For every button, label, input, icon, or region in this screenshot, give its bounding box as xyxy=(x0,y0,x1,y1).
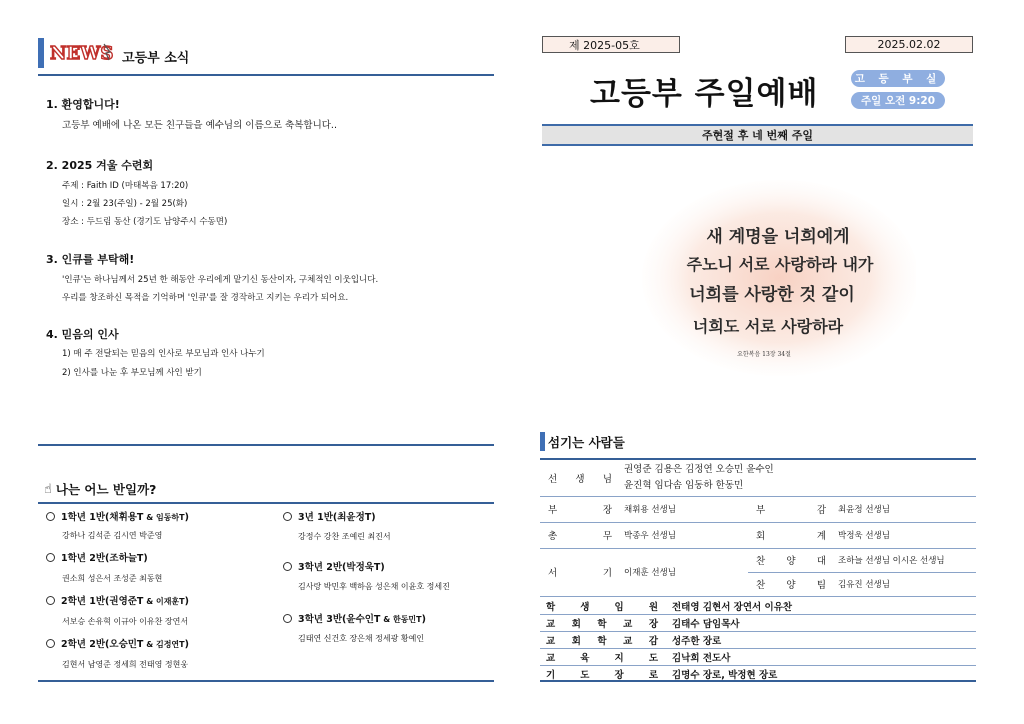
serve-accent-bar xyxy=(540,432,545,451)
page-title: 고등부 주일예배 xyxy=(590,76,819,112)
class-item: 1학년 1반(채휘용T & 임동하T) xyxy=(46,509,189,523)
teachers-line: 윤진혁 임다솜 임동하 한동민 xyxy=(624,479,744,491)
teachers-label: 선 생 님 xyxy=(540,460,620,496)
time-badge: 주일 오전 9:20 xyxy=(851,92,945,109)
radio-circle-icon xyxy=(283,614,292,623)
staff-row: 교 육 지 도 김낙희 전도사 xyxy=(540,649,976,666)
section-text: 2) 인사를 나눈 후 부모님께 사인 받기 xyxy=(62,368,202,378)
section-heading-retreat: 2. 2025 겨울 수련회 xyxy=(46,159,154,172)
issue-date: 2025.02.02 xyxy=(845,36,973,53)
news-logo-text: NEWS xyxy=(50,43,114,64)
pointing-hand-icon: ☝ xyxy=(44,481,52,497)
class-item: 2학년 1반(권영준T & 이재훈T) xyxy=(46,593,189,607)
verse-illustration xyxy=(640,180,916,380)
news-accent-bar xyxy=(38,38,44,68)
class-item: 1학년 2반(조하늘T) xyxy=(46,550,148,564)
class-students: 서보승 손유혁 이규아 이유찬 장연서 xyxy=(62,617,189,626)
radio-circle-icon xyxy=(46,596,55,605)
radio-circle-icon xyxy=(46,512,55,521)
serve-table xyxy=(540,460,976,597)
table-row xyxy=(540,460,976,496)
divider xyxy=(38,444,494,446)
class-item: 3학년 3반(윤수인T & 한동민T) xyxy=(283,611,426,625)
table-row: 찬 양 팀 김유진 선생님 xyxy=(540,572,976,596)
staff-row: 기 도 장 로 김명수 장로, 박정현 장로 xyxy=(546,669,778,681)
class-students: 김현서 남영준 정세희 전태영 정현웅 xyxy=(62,660,189,669)
retreat-place: 장소 : 두드림 동산 (경기도 남양주시 수동면) xyxy=(62,217,228,227)
section-heading-greeting: 4. 믿음의 인사 xyxy=(46,328,119,341)
verse-line: 너희를 사랑한 것 같이 xyxy=(689,285,855,305)
news-title: 고등부 소식 xyxy=(122,51,190,66)
section-heading-incubator: 3. 인큐를 부탁해! xyxy=(46,253,135,266)
staff-row: 학 생 임 원 전태영 김현서 장연서 이유찬 xyxy=(540,598,976,615)
class-item: 3년 1반(최윤정T) xyxy=(283,509,376,523)
divider xyxy=(540,680,976,682)
section-text: 1) 매 주 전달되는 믿음의 인사로 부모님과 인사 나누기 xyxy=(62,349,265,359)
place-badge: 고 등 부 실 xyxy=(851,70,945,87)
class-item: 3학년 2반(박정욱T) xyxy=(283,559,385,573)
class-students: 권소희 성은서 조성준 최동현 xyxy=(62,574,163,583)
news-logo xyxy=(48,40,114,64)
section-text: 고등부 예배에 나온 모든 친구들을 예수님의 이름으로 축복합니다.. xyxy=(62,120,337,131)
radio-circle-icon xyxy=(283,512,292,521)
radio-circle-icon xyxy=(283,562,292,571)
teachers-line: 권영준 김용은 김정연 오승민 윤수인 xyxy=(624,463,774,475)
section-text: '인큐'는 하나님께서 25년 한 해동안 우리에게 맡기신 동산이자, 구체적인 이웃입니다. xyxy=(62,275,379,285)
divider xyxy=(38,680,494,682)
staff-row: 교 회 학 교 감 성주한 장로 xyxy=(540,632,976,649)
section-text: 우리를 창조하신 목적을 기억하며 '인큐'를 잘 경작하고 지키는 우리가 되어요. xyxy=(62,293,349,303)
class-students: 강하나 김석준 김시연 박준영 xyxy=(62,531,163,540)
section-heading-welcome: 1. 환영합니다! xyxy=(46,98,120,111)
table-row: 총 무 박종우 선생님 회 계 박정욱 선생님 xyxy=(540,522,976,548)
verse-line: 너희도 서로 사랑하라 xyxy=(692,317,844,336)
verse-line: 새 계명을 너희에게 xyxy=(706,227,850,247)
issue-number: 제 2025-05호 xyxy=(542,36,680,53)
class-heading-text: 나는 어느 반일까? xyxy=(55,482,157,497)
retreat-date: 일시 : 2월 23(주일) - 2월 25(화) xyxy=(62,199,188,209)
divider xyxy=(38,502,494,504)
table-row: 서 기 이재훈 선생님 찬 양 대 조하늘 선생님 이시온 선생님 xyxy=(540,548,976,572)
class-students: 김사랑 박민후 백하음 성은채 이윤호 정세진 xyxy=(298,582,450,591)
table-row: 부 장 채휘용 선생님 부 감 최윤정 선생님 xyxy=(540,496,976,522)
sunday-banner: 주현절 후 네 번째 주일 xyxy=(542,124,973,146)
staff-row: 교 회 학 교 장 김태수 담임목사 xyxy=(540,615,976,632)
retreat-theme: 주제 : Faith ID (마태복음 17:20) xyxy=(62,181,189,191)
verse-reference: 요한복음 13장 34절 xyxy=(737,351,791,358)
radio-circle-icon xyxy=(46,553,55,562)
class-students: 김태연 신건호 장은채 정세광 황예인 xyxy=(298,634,425,643)
verse-line: 주노니 서로 사랑하라 내가 xyxy=(686,255,874,274)
class-item: 2학년 2반(오승민T & 김정연T) xyxy=(46,636,189,650)
class-students: 강정수 강찬 조예린 최진서 xyxy=(298,532,391,541)
serve-title: 섬기는 사람들 xyxy=(548,435,625,450)
class-heading xyxy=(44,480,156,498)
divider xyxy=(38,74,494,76)
radio-circle-icon xyxy=(46,639,55,648)
